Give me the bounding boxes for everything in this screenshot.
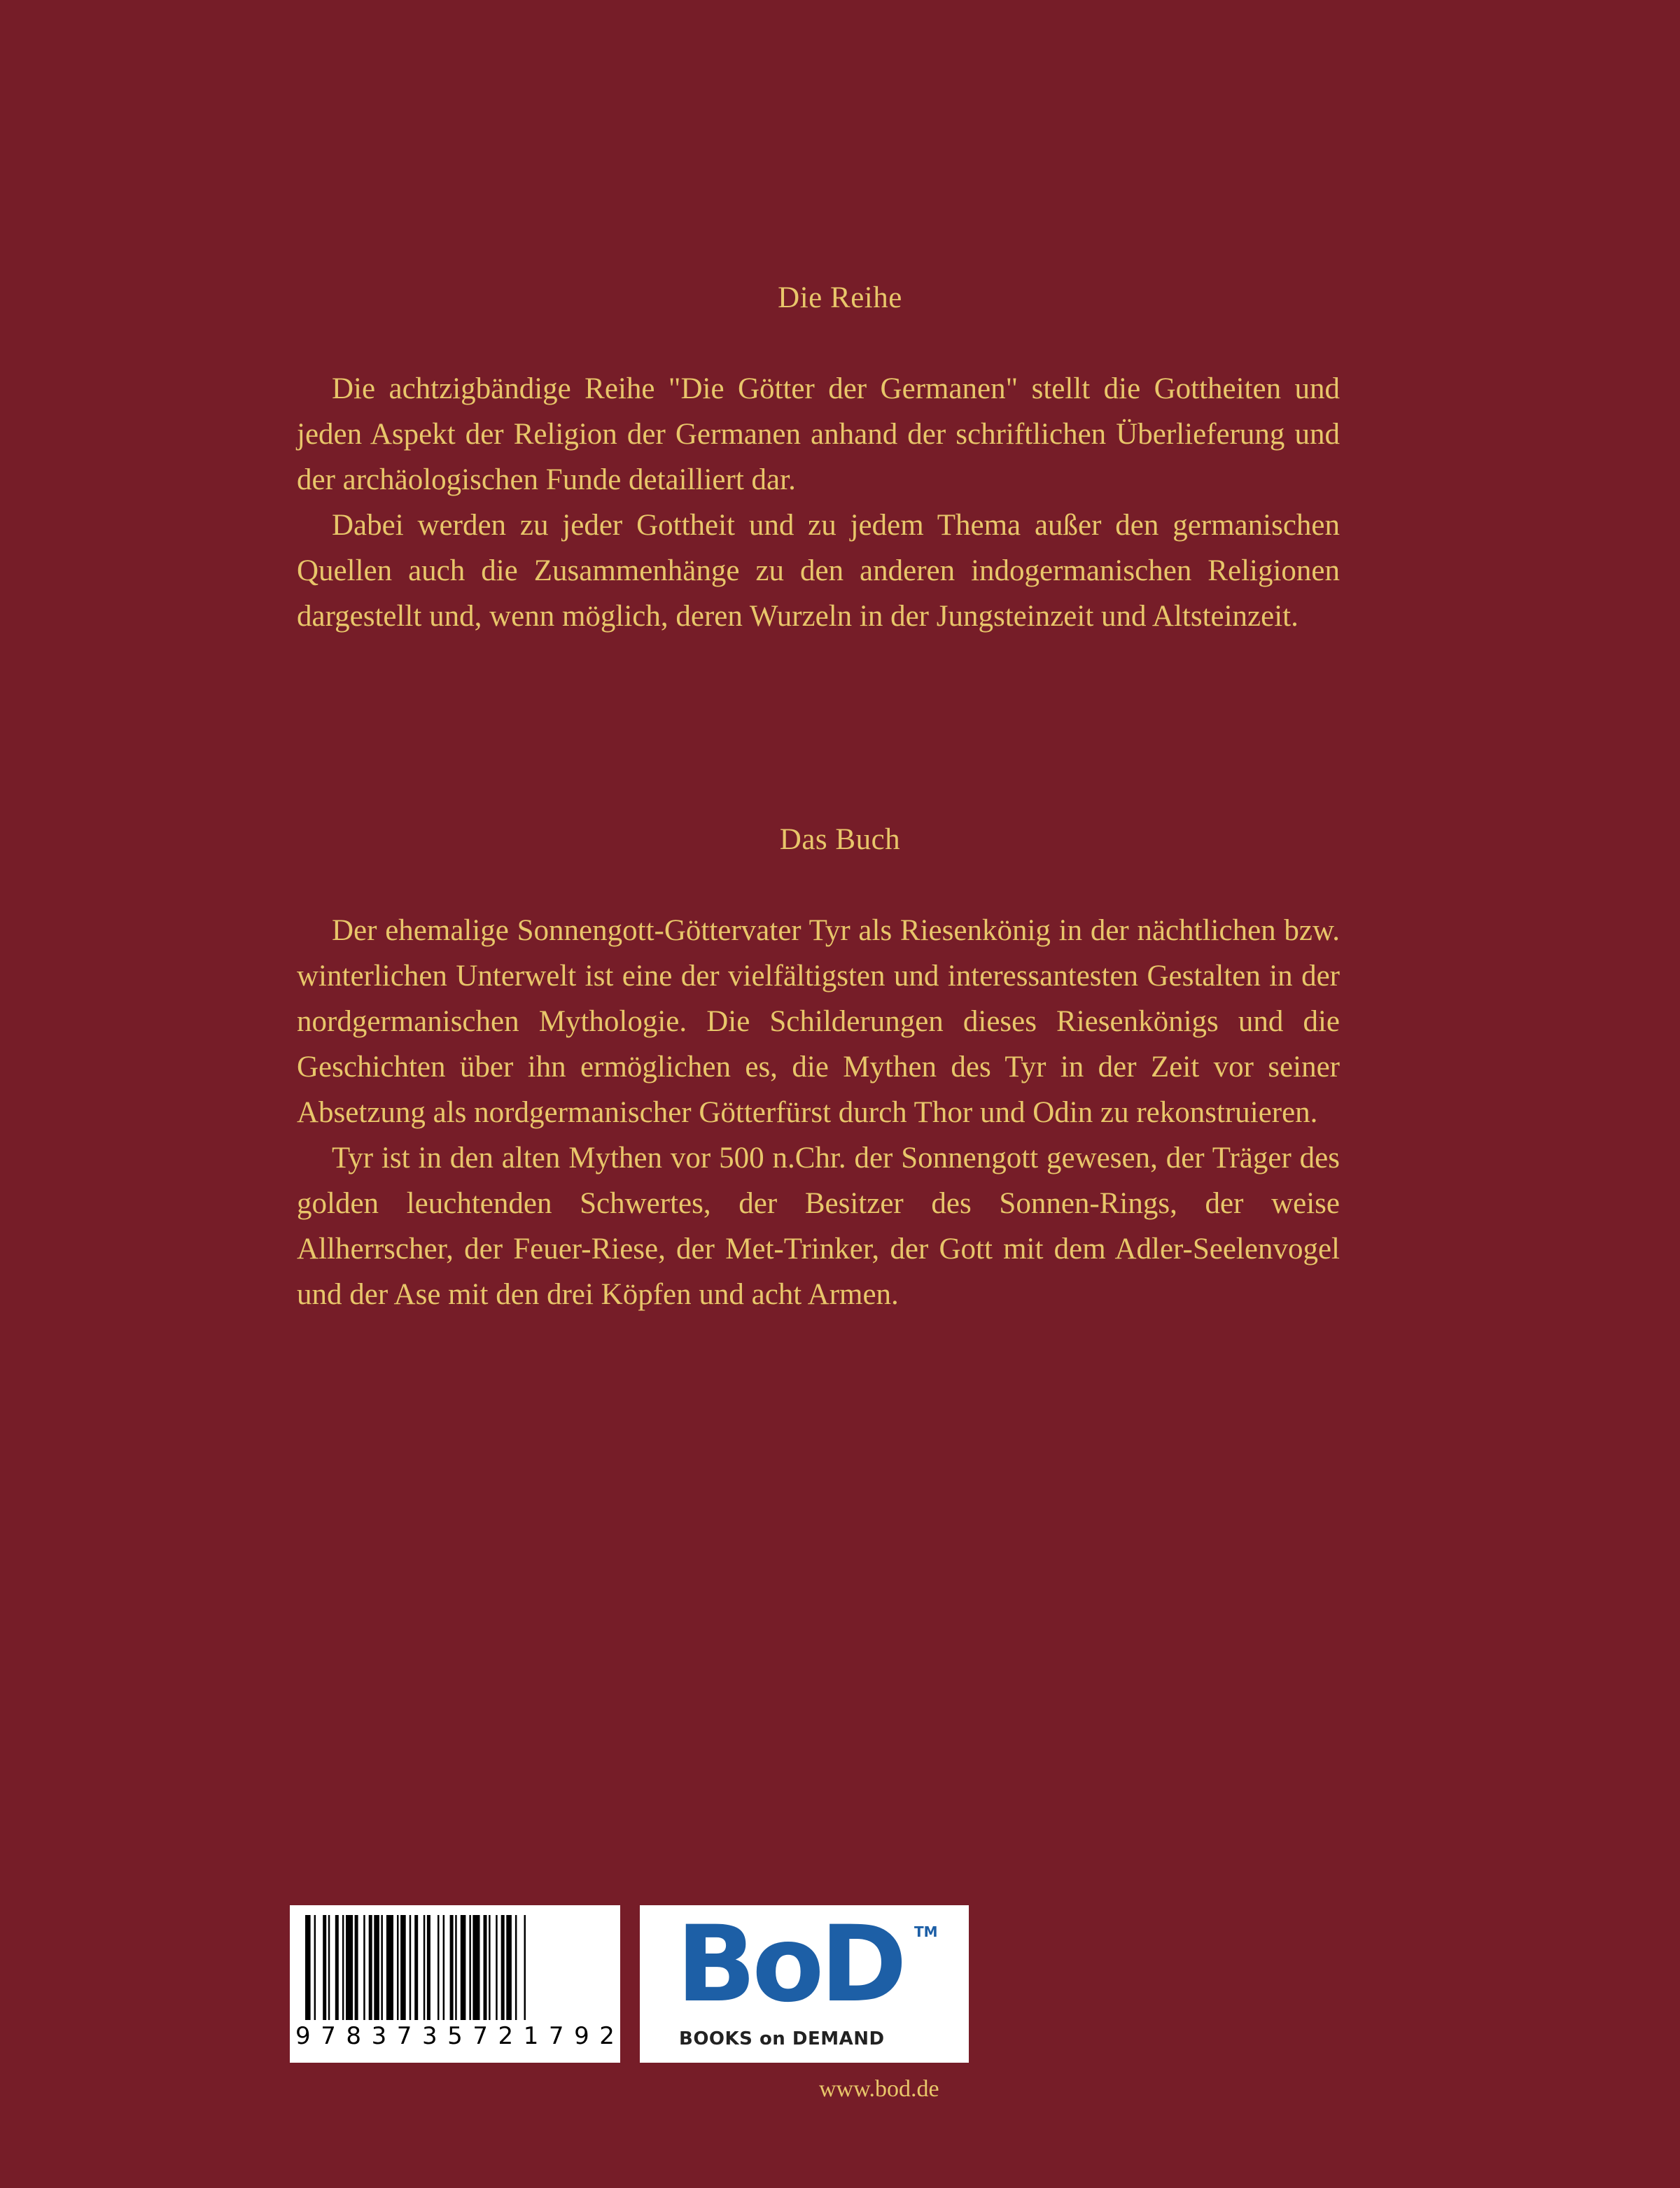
barcode-bar (427, 1915, 430, 2020)
barcode-digit: 3 (421, 2022, 438, 2050)
barcode-digit: 9 (295, 2022, 311, 2050)
reihe-paragraph-1: Die achtzigbändige Reihe "Die Götter der Germanen" stellt die Gottheiten und jeden Aspekt der Religion der Germanen anhand der schriftlichen Überlieferung und der archäologischen Funde detailliert dar. (297, 372, 1340, 496)
barcode-bar (489, 1915, 491, 2020)
buch-description (297, 908, 1340, 1317)
barcode-bar (469, 1915, 471, 2020)
barcode-digit: 2 (498, 2022, 514, 2050)
barcode-bar (374, 1915, 379, 2020)
barcode-bar (335, 1915, 339, 2020)
barcode-bar (515, 1915, 517, 2020)
barcode-bar (414, 1915, 418, 2020)
barcode-bar (323, 1915, 326, 2020)
barcode-digit: 1 (523, 2022, 539, 2050)
barcode-bar (342, 1915, 344, 2020)
barcode-bar (400, 1915, 406, 2020)
barcode-digit: 7 (472, 2022, 488, 2050)
barcode-bar (484, 1915, 487, 2020)
barcode-number (295, 2024, 615, 2048)
barcode-bar (424, 1915, 426, 2020)
section-heading-reihe: Die Reihe (778, 281, 902, 314)
barcode-digit: 2 (599, 2022, 615, 2050)
barcode-digit: 3 (371, 2022, 387, 2050)
barcode-bar (496, 1915, 498, 2020)
buch-paragraph-2: Tyr ist in den alten Mythen vor 500 n.Chr. der Sonnengott gewesen, der Träger des golden leuchtenden Schwertes, der Besitzer des Sonnen-Rings, der weise Allherrscher, der Feuer-Riese, der Met-Trinker, der Gott mit dem Adler-Seelenvogel und der Ase mit den drei Köpfen und acht Armen. (297, 1142, 1340, 1311)
barcode-bar (397, 1915, 399, 2020)
barcode-bar (355, 1915, 358, 2020)
barcode-bar (346, 1915, 353, 2020)
barcode-bar (501, 1915, 505, 2020)
barcode-bar (506, 1915, 512, 2020)
bod-tagline: BOOKS on DEMAND (679, 2028, 885, 2049)
barcode-bar (363, 1915, 365, 2020)
trademark-symbol: TM (914, 1923, 938, 1940)
barcode-bar (443, 1915, 445, 2020)
buch-paragraph-1: Der ehemalige Sonnengott-Göttervater Tyr als Riesenkönig in der nächtlichen bzw. winterlichen Unterwelt ist eine der vielfältigsten und interessantesten Gestalten in der nordgermanischen Mythologie. Die Schilderungen dieses Riesenkönigs und die Geschichten über ihn ermöglichen es, die Mythen des Tyr in der Zeit vor seiner Absetzung als nordgermanischer Götterfürst durch Thor und Odin zu rekonstruieren. (297, 914, 1340, 1129)
barcode-bar (461, 1915, 466, 2020)
barcode-bar (450, 1915, 454, 2020)
isbn-barcode (290, 1905, 620, 2063)
bod-logo-box (640, 1905, 969, 2063)
barcode-digit: 7 (548, 2022, 564, 2050)
section-heading-buch: Das Buch (779, 823, 901, 856)
barcode-bar (455, 1915, 457, 2020)
barcode-bar (328, 1915, 330, 2020)
barcode-bar (410, 1915, 412, 2020)
reihe-paragraph-2: Dabei werden zu jeder Gottheit und zu jedem Thema außer den germanischen Quellen auch die Zusammenhänge zu den anderen indogermanischen Religionen dargestellt und, wenn möglich, deren Wurzeln in der Jungsteinzeit und Altsteinzeit. (297, 509, 1340, 633)
barcode-bar (438, 1915, 440, 2020)
barcode-bar (305, 1915, 311, 2020)
reihe-description (297, 366, 1340, 639)
bod-logo: BoD (676, 1904, 903, 2026)
barcode-digit: 8 (346, 2022, 362, 2050)
barcode-digit: 7 (321, 2022, 336, 2050)
website-url: www.bod.de (819, 2076, 939, 2102)
barcode-bar (386, 1915, 393, 2020)
barcode-digit: 5 (447, 2022, 463, 2050)
barcode-bar (314, 1915, 316, 2020)
barcode-bar (472, 1915, 479, 2020)
barcode-digit: 7 (396, 2022, 412, 2050)
barcode-bar (381, 1915, 383, 2020)
barcode-bar (524, 1915, 526, 2020)
barcode-bar (369, 1915, 372, 2020)
barcode-digit: 9 (574, 2022, 589, 2050)
